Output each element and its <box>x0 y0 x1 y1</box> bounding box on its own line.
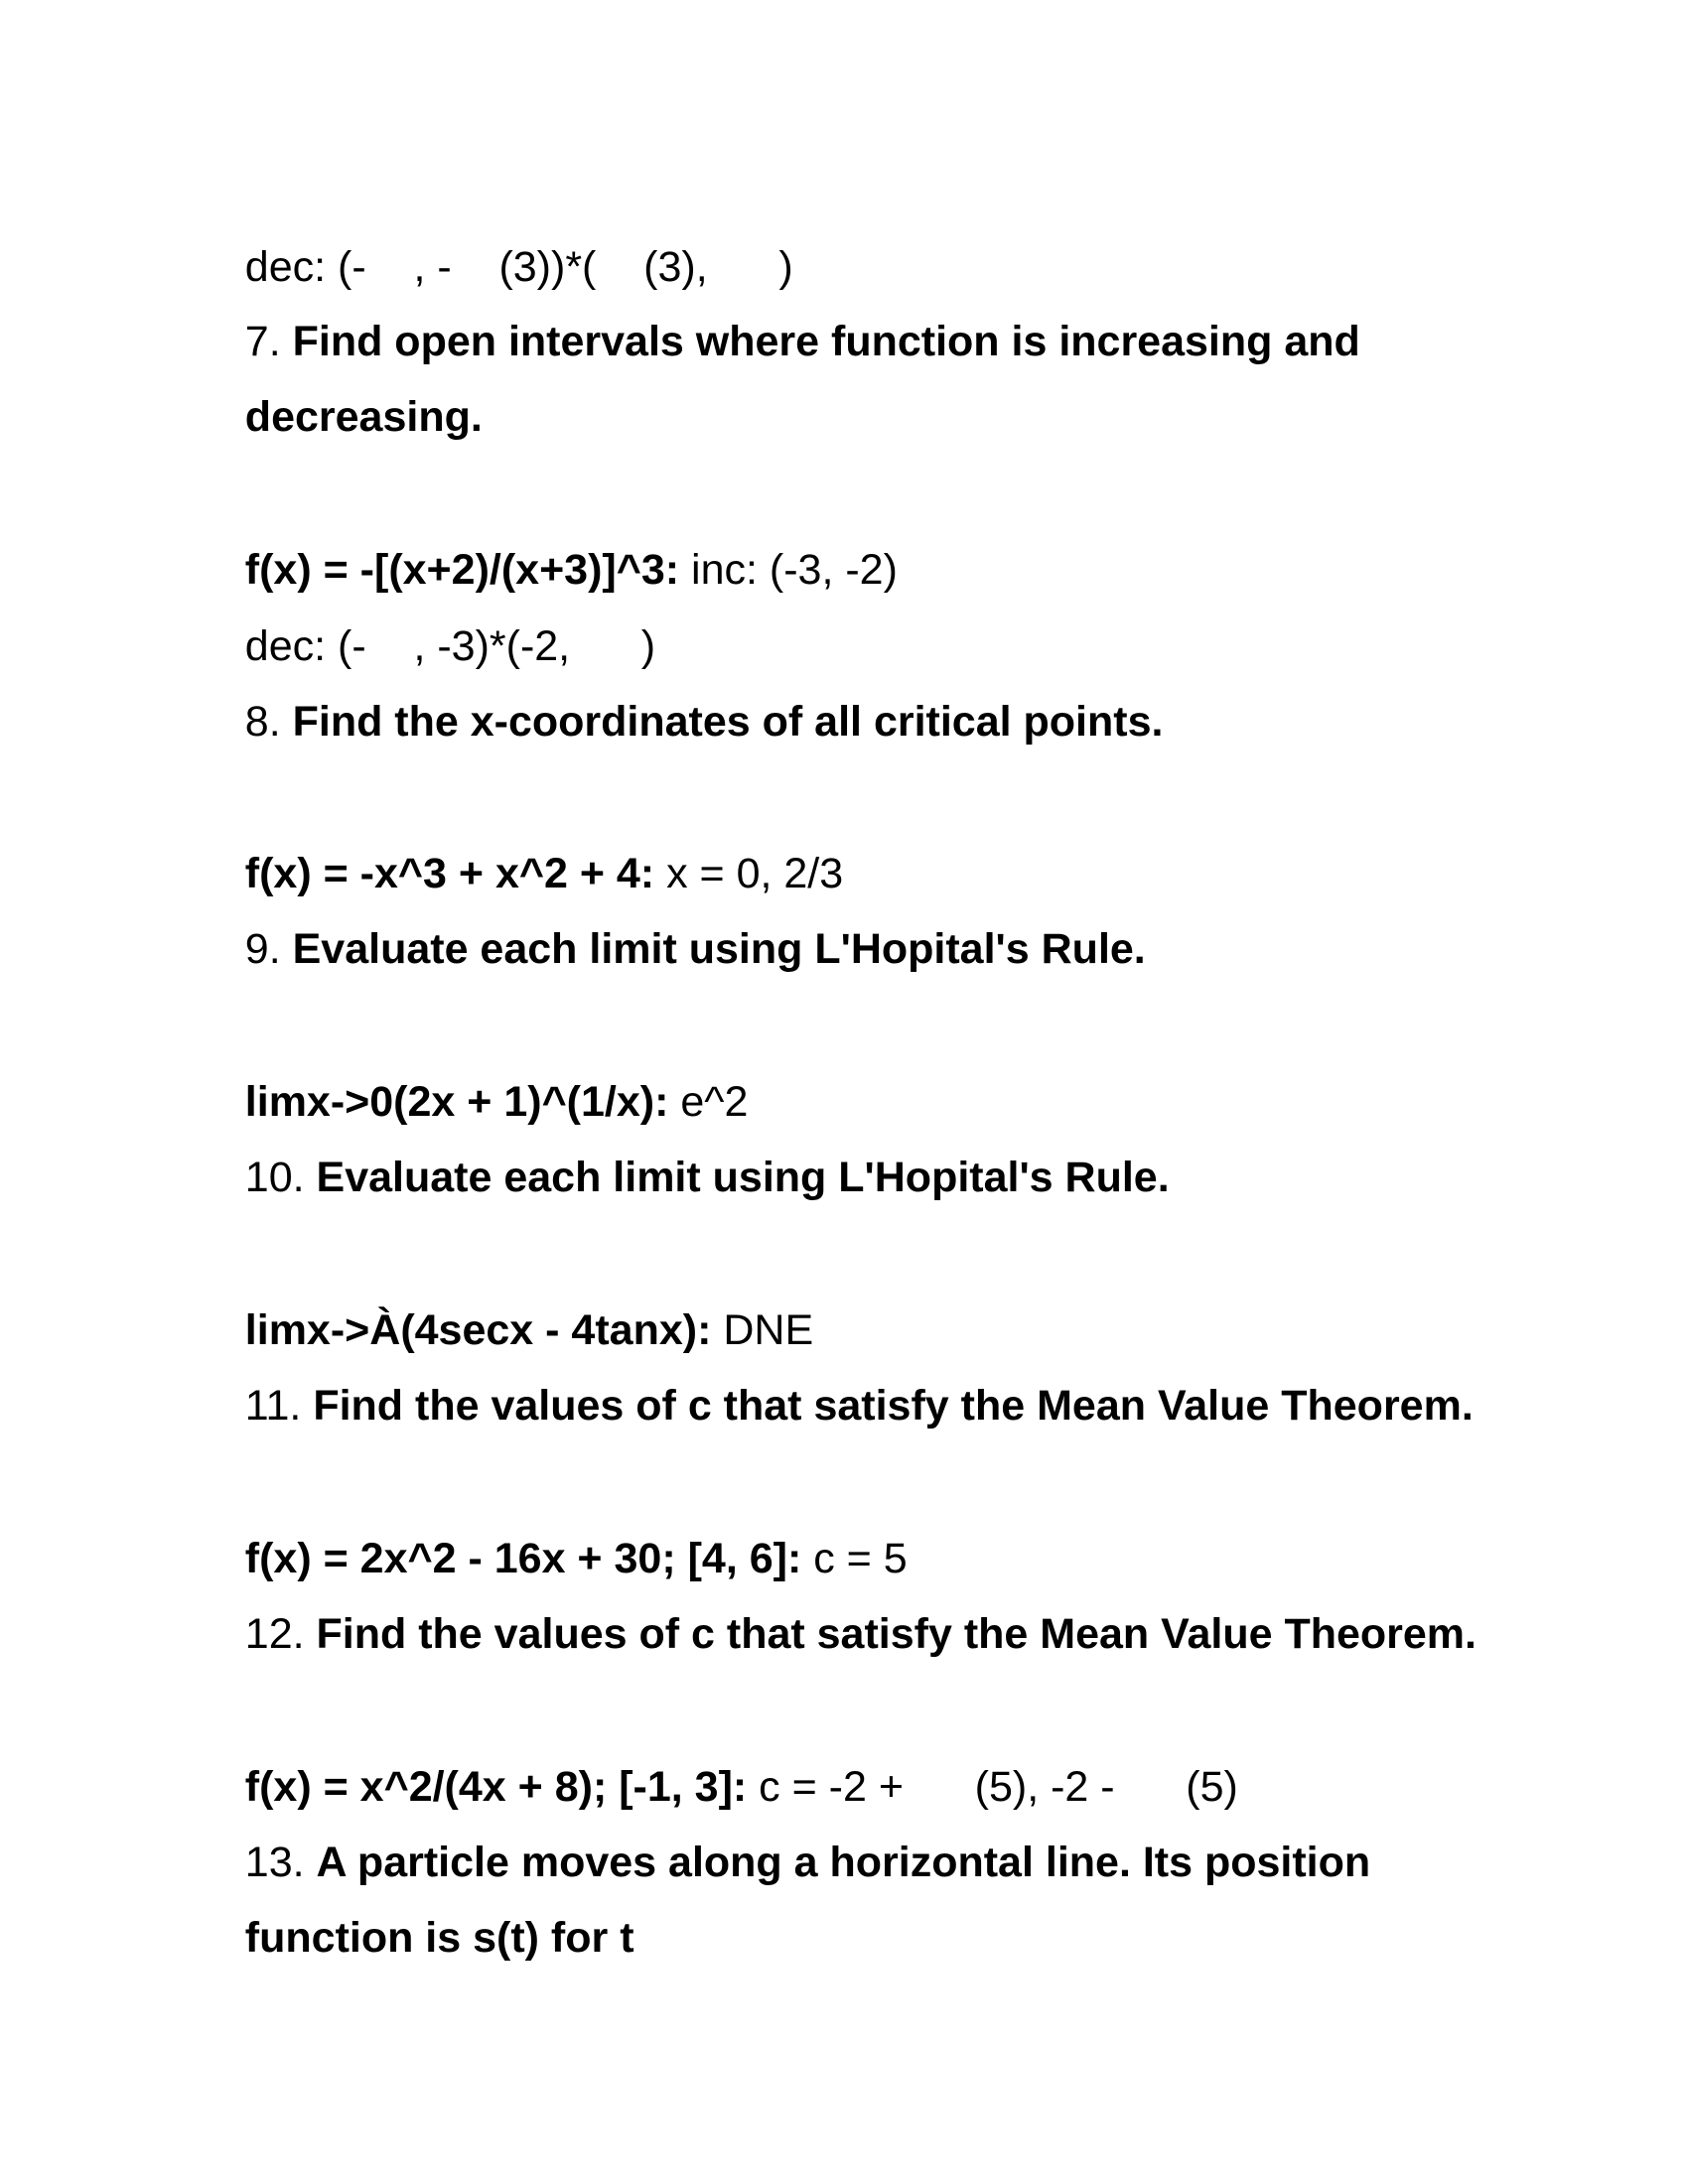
answer-text: dec: (- , - (3))*( (3), ) <box>244 243 793 291</box>
answer-text: c = -2 + (5), -2 - (5) <box>747 1763 1238 1811</box>
question-prompt: Evaluate each limit using L'Hopital's Rule. <box>292 925 1146 973</box>
question-prompt: Find the values of c that satisfy the Mean Value Theorem. <box>316 1610 1477 1658</box>
answer-text: e^2 <box>668 1078 749 1126</box>
question-number: 8. <box>244 698 293 746</box>
question-9 <box>198 886 1146 1014</box>
question-prompt: Find the values of c that satisfy the Mean Value Theorem. <box>313 1382 1474 1430</box>
function-expression: f(x) = -x^3 + x^2 + 4: <box>244 850 655 897</box>
question-13-continued <box>198 1874 634 2002</box>
question-12 <box>198 1570 1477 1699</box>
function-expression: f(x) = -[(x+2)/(x+3)]^3: <box>244 546 680 594</box>
question-11 <box>198 1342 1474 1470</box>
function-expression: f(x) = x^2/(4x + 8); [-1, 3]: <box>244 1763 748 1811</box>
question-prompt-continued: decreasing. <box>244 393 483 441</box>
question-prompt-continued: function is s(t) for t <box>244 1914 634 1962</box>
function-expression: f(x) = 2x^2 - 16x + 30; [4, 6]: <box>244 1535 802 1582</box>
question-number: 11. <box>244 1382 314 1430</box>
answer-text: c = 5 <box>801 1535 908 1582</box>
question-prompt: A particle moves along a horizontal line. Its position <box>316 1839 1371 1886</box>
question-number: 9. <box>244 925 293 973</box>
question-number: 12. <box>244 1610 317 1658</box>
question-prompt: Evaluate each limit using L'Hopital's Rule. <box>316 1154 1170 1201</box>
limit-expression: limx->0(2x + 1)^(1/x): <box>244 1078 669 1126</box>
question-prompt: Find open intervals where function is increasing and <box>292 318 1360 365</box>
question-number: 10. <box>244 1154 317 1201</box>
answer-text: inc: (-3, -2) <box>679 546 898 594</box>
question-number: 7. <box>244 318 293 365</box>
answer-text: DNE <box>711 1306 814 1354</box>
question-prompt: Find the x-coordinates of all critical points. <box>292 698 1164 746</box>
question-7-continued <box>198 353 483 481</box>
question-10 <box>198 1114 1170 1242</box>
limit-expression: limx->À(4secx - 4tanx): <box>244 1306 712 1354</box>
answer-text: x = 0, 2/3 <box>654 850 844 897</box>
question-number: 13. <box>244 1839 317 1886</box>
answer-text: dec: (- , -3)*(-2, ) <box>244 622 656 670</box>
question-8 <box>198 658 1163 786</box>
